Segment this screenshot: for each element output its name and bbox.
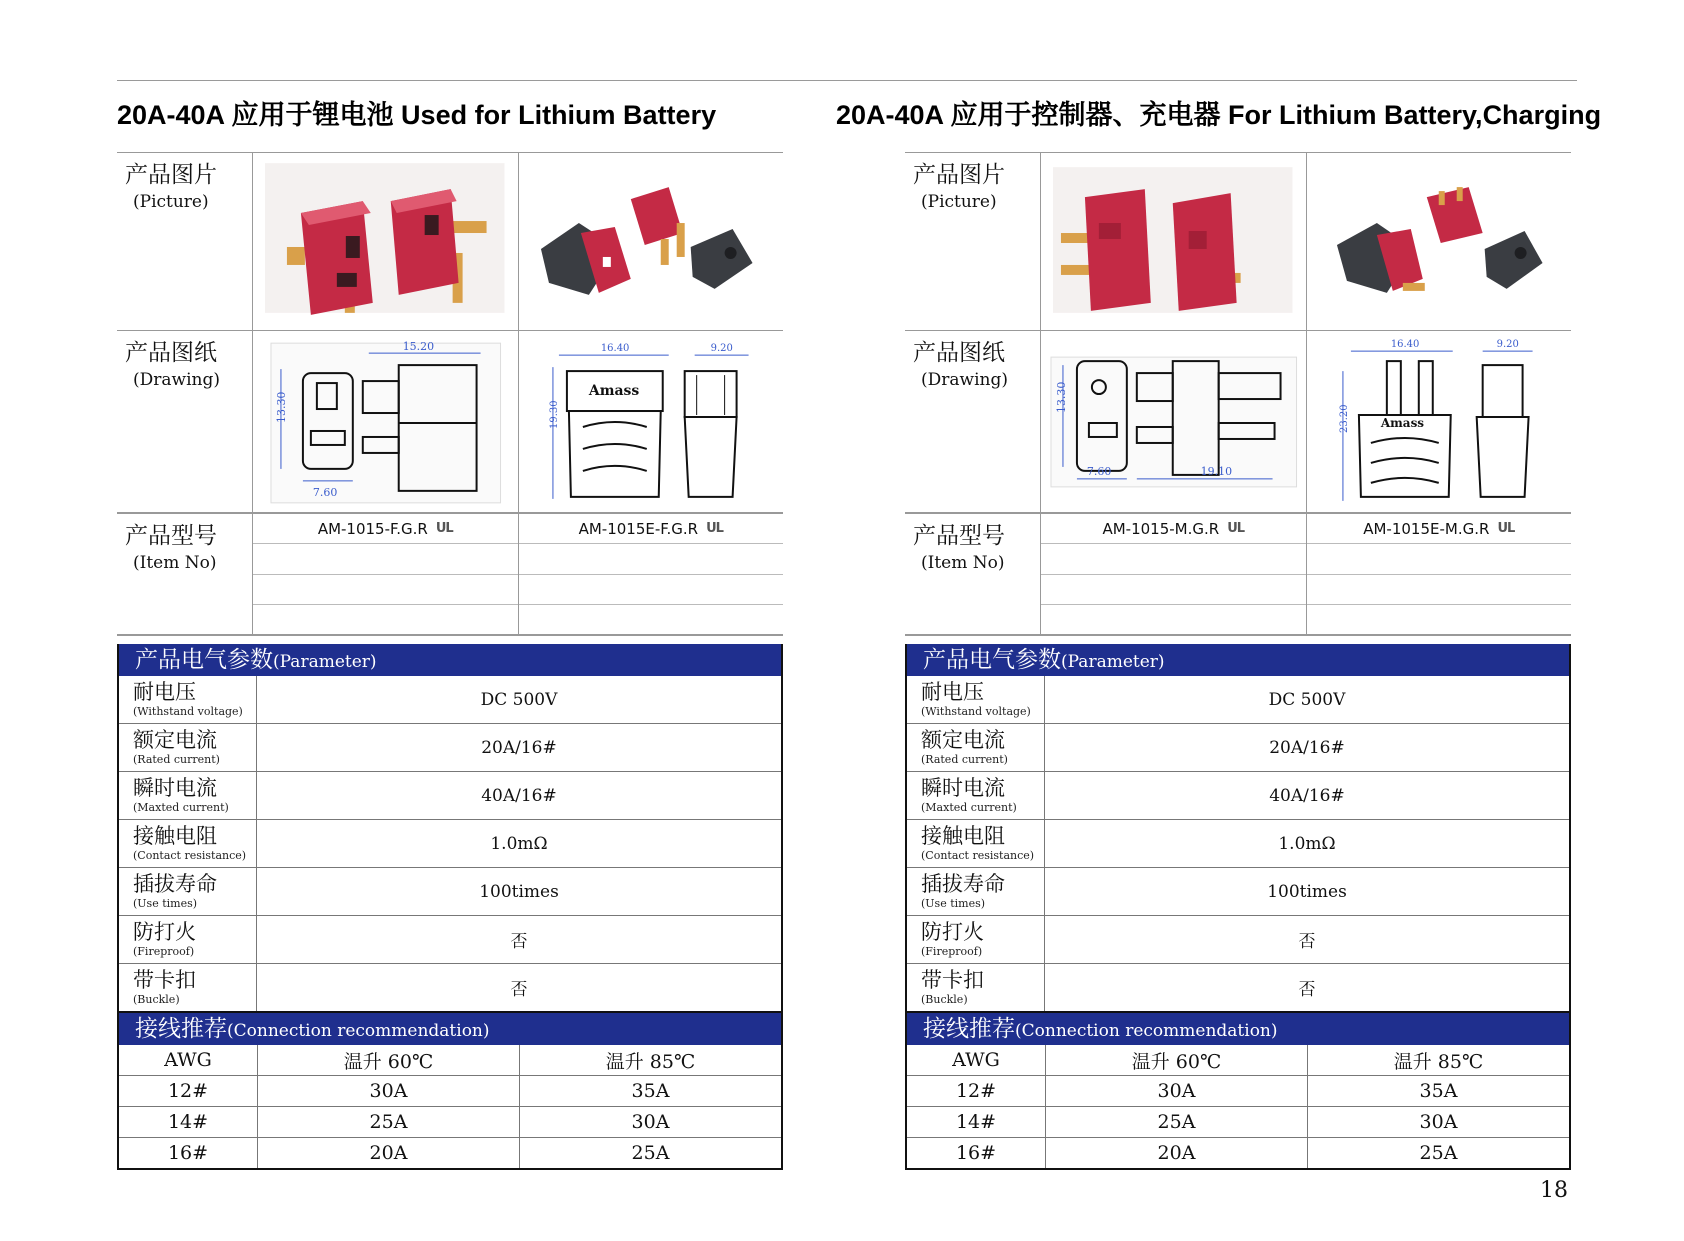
technical-drawing-2 — [518, 331, 784, 512]
connection-header-row: AWG 温升 60℃ 温升 85℃ — [119, 1045, 781, 1076]
drawing-row — [117, 331, 783, 514]
param-row: 插拔寿命 (Use times) 100times — [119, 868, 781, 916]
brand-mark: Amass — [588, 383, 639, 400]
picture-row — [905, 153, 1571, 331]
param-value: 100times — [479, 881, 559, 902]
right-heading: 20A-40A 应用于控制器、充电器 For Lithium Battery,Charging — [836, 100, 1602, 130]
connection-row: 14# 25A 30A — [907, 1107, 1569, 1138]
left-heading: 20A-40A 应用于锂电池 Used for Lithium Battery — [117, 100, 717, 130]
param-row: 带卡扣 (Buckle) 否 — [119, 964, 781, 1011]
param-value: 1.0mΩ — [1278, 833, 1336, 854]
dim-label: 16.40 — [1390, 339, 1419, 351]
parameter-table — [905, 676, 1571, 1013]
connection-row: 16# 20A 25A — [907, 1138, 1569, 1168]
technical-drawing-1 — [1041, 331, 1306, 512]
param-row: 防打火 (Fireproof) 否 — [907, 916, 1569, 964]
top-rule — [117, 80, 1577, 81]
ul-certification-icon: UL — [1497, 521, 1515, 537]
connection-row: 16# 20A 25A — [119, 1138, 781, 1168]
param-value: 否 — [510, 932, 528, 952]
param-value: 否 — [510, 980, 528, 1000]
connection-table — [117, 1045, 783, 1170]
dim-label: 19.30 — [548, 400, 560, 429]
param-row: 接触电阻 (Contact resistance) 1.0mΩ — [119, 820, 781, 868]
product-photo-connectors — [1041, 153, 1306, 330]
ul-certification-icon: UL — [1227, 521, 1245, 537]
param-value: DC 500V — [1268, 689, 1346, 710]
param-value: 1.0mΩ — [490, 833, 548, 854]
ul-certification-icon: UL — [435, 521, 453, 537]
param-row: 耐电压 (Withstand voltage) DC 500V — [119, 676, 781, 724]
brand-mark: Amass — [1380, 415, 1424, 430]
product-photo-housing — [518, 153, 784, 330]
param-value: 40A/16# — [481, 785, 557, 806]
parameter-table — [117, 676, 783, 1013]
connection-row: 12# 30A 35A — [119, 1076, 781, 1107]
item-label: 产品型号 — [913, 523, 1005, 549]
drawing-label: 产品图纸 — [125, 340, 217, 366]
dim-label: 9.20 — [710, 343, 733, 355]
param-row: 瞬时电流 (Maxted current) 40A/16# — [119, 772, 781, 820]
picture-row — [117, 153, 783, 331]
dim-label: 13.30 — [274, 391, 288, 423]
left-column — [117, 88, 917, 1170]
dim-label: 16.40 — [600, 343, 629, 355]
param-value: 20A/16# — [481, 737, 557, 758]
parameter-header: 产品电气参数(Parameter) — [117, 644, 783, 676]
product-photo-connectors — [253, 153, 518, 330]
param-row: 插拔寿命 (Use times) 100times — [907, 868, 1569, 916]
dim-label: 15.20 — [402, 340, 435, 354]
dim-label: 7.60 — [1086, 464, 1112, 478]
connection-header: 接线推荐(Connection recommendation) — [117, 1013, 783, 1045]
param-row: 额定电流 (Rated current) 20A/16# — [119, 724, 781, 772]
picture-label: 产品图片 — [125, 162, 217, 188]
right-product-table — [905, 152, 1571, 1170]
connection-header-row: AWG 温升 60℃ 温升 85℃ — [907, 1045, 1569, 1076]
dim-label: 9.20 — [1496, 339, 1519, 351]
param-value: 20A/16# — [1269, 737, 1345, 758]
item-label-en: (Item No) — [921, 553, 1005, 573]
item-number: AM-1015-F.G.R — [317, 519, 428, 538]
page-number: 18 — [1540, 1178, 1568, 1203]
dim-label: 19.10 — [1200, 464, 1233, 478]
item-number-row — [117, 514, 783, 636]
param-value: 否 — [1298, 932, 1316, 952]
item-number: AM-1015E-F.G.R — [578, 519, 699, 538]
param-value: 100times — [1267, 881, 1347, 902]
connection-header: 接线推荐(Connection recommendation) — [905, 1013, 1571, 1045]
connection-row: 12# 30A 35A — [907, 1076, 1569, 1107]
param-row: 额定电流 (Rated current) 20A/16# — [907, 724, 1569, 772]
left-product-table — [117, 152, 783, 1170]
param-row: 接触电阻 (Contact resistance) 1.0mΩ — [907, 820, 1569, 868]
parameter-header: 产品电气参数(Parameter) — [905, 644, 1571, 676]
drawing-label-en: (Drawing) — [133, 370, 220, 390]
param-value: 40A/16# — [1269, 785, 1345, 806]
param-row: 瞬时电流 (Maxted current) 40A/16# — [907, 772, 1569, 820]
param-value: DC 500V — [480, 689, 558, 710]
item-label-en: (Item No) — [133, 553, 217, 573]
technical-drawing-1 — [253, 331, 518, 512]
dim-label: 23.20 — [1338, 404, 1350, 433]
item-label: 产品型号 — [125, 523, 217, 549]
drawing-label-en: (Drawing) — [921, 370, 1008, 390]
drawing-row — [905, 331, 1571, 514]
connection-table — [905, 1045, 1571, 1170]
picture-label-en: (Picture) — [921, 192, 997, 212]
param-row: 带卡扣 (Buckle) 否 — [907, 964, 1569, 1011]
dim-label: 13.30 — [1054, 381, 1068, 414]
picture-label: 产品图片 — [913, 162, 1005, 188]
param-value: 否 — [1298, 980, 1316, 1000]
item-number-row — [905, 514, 1571, 636]
technical-drawing-2 — [1306, 331, 1572, 512]
right-column — [836, 88, 1636, 1170]
connection-row: 14# 25A 30A — [119, 1107, 781, 1138]
picture-label-en: (Picture) — [133, 192, 209, 212]
drawing-label: 产品图纸 — [913, 340, 1005, 366]
product-photo-housing — [1306, 153, 1572, 330]
item-number: AM-1015-M.G.R — [1102, 519, 1220, 538]
param-row: 耐电压 (Withstand voltage) DC 500V — [907, 676, 1569, 724]
dim-label: 7.60 — [312, 485, 338, 499]
item-number: AM-1015E-M.G.R — [1363, 519, 1490, 538]
param-row: 防打火 (Fireproof) 否 — [119, 916, 781, 964]
ul-certification-icon: UL — [706, 521, 723, 537]
